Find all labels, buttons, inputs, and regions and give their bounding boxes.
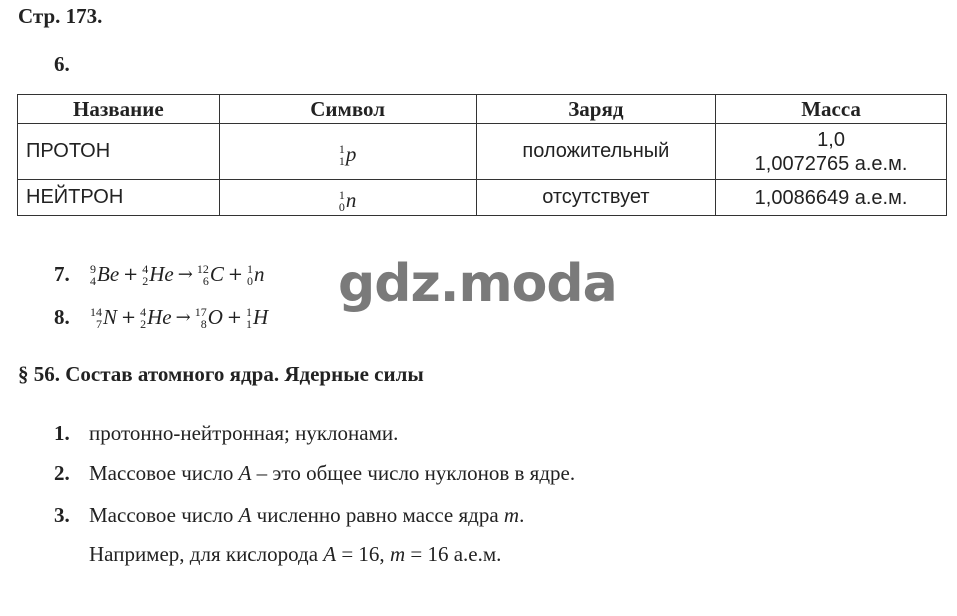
reaction-7 <box>54 262 264 287</box>
example-text: Например, для кислорода <box>89 542 324 566</box>
nuclide-letter: N <box>103 305 118 329</box>
mass-number: 9 <box>90 261 96 276</box>
cell-mass <box>716 180 947 216</box>
cell-name: НЕЙТРОН <box>18 180 220 216</box>
mass-number: 1 <box>246 261 253 276</box>
mass-number: 1 <box>338 187 345 202</box>
nuclide-letter: H <box>252 305 269 329</box>
nuclide-letter: n <box>345 188 357 213</box>
example-text: = 16, <box>336 542 390 566</box>
item-number: 2. <box>54 461 70 485</box>
item-number: 1. <box>54 421 70 445</box>
variable-a: A <box>323 542 337 566</box>
table-row <box>18 180 947 216</box>
cell-name: ПРОТОН <box>18 124 220 180</box>
watermark-logo: gdz.moda <box>338 254 617 314</box>
nuclide-helium <box>140 305 172 330</box>
nuclide-neutron <box>339 188 357 213</box>
header-charge: Заряд <box>476 95 716 124</box>
cell-symbol <box>219 180 476 216</box>
reaction-number: 7. <box>54 262 70 286</box>
variable-a: A <box>238 503 252 527</box>
mass-number: 14 <box>90 304 102 319</box>
item-text: Массовое число <box>89 461 239 485</box>
mass-value: 1,0086649 а.е.м. <box>754 186 908 209</box>
nuclide-hydrogen <box>246 305 268 330</box>
item-text: численно равно массе ядра <box>251 503 504 527</box>
charge-number: 8 <box>200 316 207 331</box>
item-number: 3. <box>54 503 70 527</box>
mass-number: 12 <box>196 261 209 276</box>
plus-sign: + <box>123 264 139 285</box>
mass-number: 17 <box>194 304 207 319</box>
plus-sign: + <box>226 307 242 328</box>
table-header-row <box>18 95 947 124</box>
nuclide-carbon <box>197 262 224 287</box>
mass-value: 1,0072765 а.е.м. <box>754 152 908 175</box>
list-item <box>54 421 398 446</box>
cell-mass <box>716 124 947 180</box>
mass-number: 4 <box>140 304 147 319</box>
list-item <box>54 461 575 486</box>
charge-number: 6 <box>202 273 209 288</box>
mass-number: 4 <box>142 261 149 276</box>
item-text: протонно-нейтронная; нуклонами. <box>89 421 399 445</box>
charge-number: 1 <box>338 153 345 168</box>
nuclide-beryllium <box>90 262 119 287</box>
table-row <box>18 124 947 180</box>
reaction-8 <box>54 305 268 330</box>
arrow-icon: → <box>175 307 191 328</box>
charge-number: 7 <box>96 316 102 331</box>
nuclide-letter: C <box>209 262 224 286</box>
nuclide-letter: Be <box>97 262 120 286</box>
task-number-6: 6. <box>54 52 70 76</box>
nuclide-proton <box>339 142 357 167</box>
charge-number: 4 <box>90 273 96 288</box>
page-label: Стр. 173. <box>18 4 103 28</box>
mass-number: 1 <box>338 141 345 156</box>
charge-number: 2 <box>140 316 147 331</box>
nuclide-letter: O <box>207 305 223 329</box>
variable-m: m <box>503 503 520 527</box>
arrow-icon: → <box>177 264 193 285</box>
nuclide-neutron <box>247 262 265 287</box>
section-title: § 56. Состав атомного ядра. Ядерные силы <box>18 362 424 386</box>
item-text: Массовое число <box>89 503 239 527</box>
plus-sign: + <box>121 307 137 328</box>
charge-number: 2 <box>142 273 149 288</box>
header-name: Название <box>18 95 220 124</box>
header-symbol: Символ <box>219 95 476 124</box>
example-line <box>89 542 501 567</box>
charge-number: 1 <box>245 316 252 331</box>
charge-number: 0 <box>338 199 345 214</box>
mass-value: 1,0 <box>817 128 845 151</box>
cell-symbol <box>219 124 476 180</box>
plus-sign: + <box>227 264 243 285</box>
charge-number: 0 <box>246 273 253 288</box>
nuclide-oxygen <box>195 305 223 330</box>
item-text: . <box>519 503 525 527</box>
example-text: = 16 а.е.м. <box>405 542 502 566</box>
list-item <box>54 503 524 528</box>
particle-table <box>17 94 947 216</box>
mass-number: 1 <box>245 304 252 319</box>
nuclide-nitrogen <box>90 305 117 330</box>
nuclide-letter: He <box>149 262 174 286</box>
cell-charge: положительный <box>476 124 716 180</box>
nuclide-letter: He <box>147 305 172 329</box>
variable-a: A <box>238 461 252 485</box>
variable-m: m <box>389 542 406 566</box>
nuclide-letter: p <box>345 142 357 167</box>
reaction-number: 8. <box>54 305 70 329</box>
item-text: – это общее число нуклонов в ядре. <box>251 461 576 485</box>
cell-charge: отсутствует <box>476 180 716 216</box>
nuclide-letter: n <box>253 262 265 286</box>
header-mass: Масса <box>716 95 947 124</box>
nuclide-helium <box>142 262 174 287</box>
